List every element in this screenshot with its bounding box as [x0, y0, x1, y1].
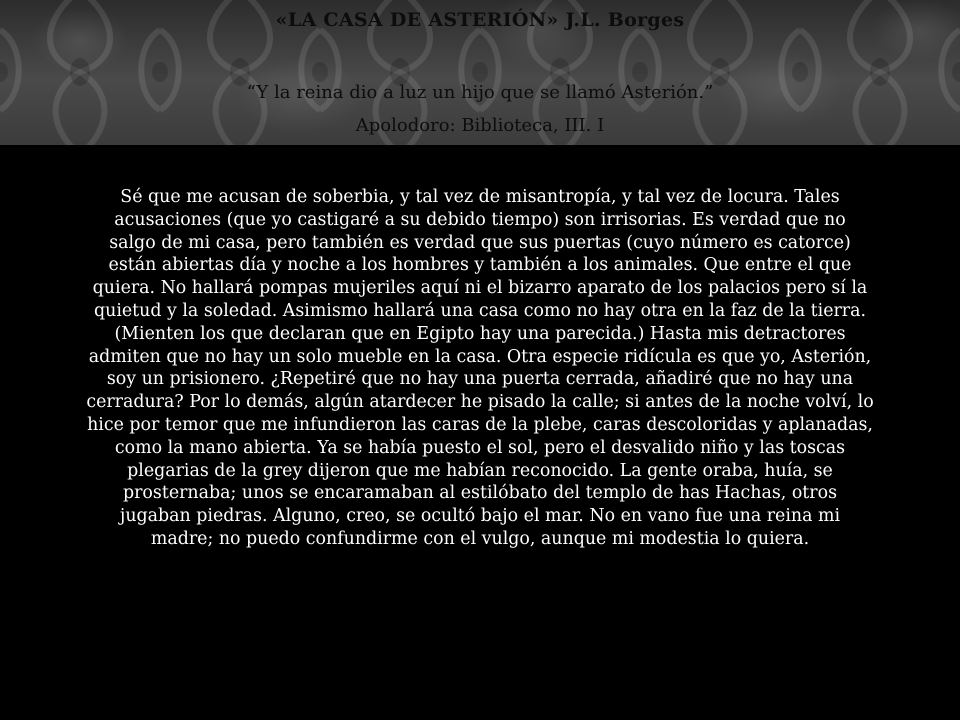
body-line: cerradura? Por lo demás, algún atardecer he pisado la calle; si antes de la noche volví, lo: [86, 392, 874, 413]
body-line: (Mienten los que declaran que en Egipto hay una parecida.) Hasta mis detractores: [114, 323, 846, 344]
body-line: admiten que no hay un solo mueble en la casa. Otra especie ridícula es que yo, Asterión,: [88, 346, 872, 367]
body-line: quiera. No hallará pompas mujeriles aquí ni el bizarro aparato de los palacios pero sí la: [92, 278, 868, 299]
body-paragraph: [8, 186, 952, 551]
body-line: jugaban piedras. Alguno, creo, se ocultó bajo el mar. No en vano fue una reina mi: [119, 506, 841, 527]
document-title: «LA CASA DE ASTERIÓN» J.L. Borges: [275, 9, 685, 31]
epigraph-source: Apolodoro: Biblioteca, III. I: [355, 115, 605, 136]
body-line: salgo de mi casa, pero también es verdad que sus puertas (cuyo número es catorce): [109, 232, 851, 253]
body-line: hice por temor que me infundieron las caras de la plebe, caras descoloridas y aplanadas,: [87, 414, 873, 435]
body-line: están abiertas día y noche a los hombres y también a los animales. Que entre el que: [108, 255, 852, 276]
body-line: prosternaba; unos se encaramaban al estilóbato del templo de has Hachas, otros: [122, 483, 837, 504]
body-line: como la mano abierta. Ya se había puesto el sol, pero el desvalido niño y las toscas: [114, 437, 846, 458]
body-line: soy un prisionero. ¿Repetiré que no hay una puerta cerrada, añadiré que no hay una: [106, 369, 854, 390]
epigraph-quote: “Y la reina dio a luz un hijo que se llamó Asterión.”: [246, 82, 714, 103]
body-line: quietud y la soledad. Asimismo hallará una casa como no hay otra en la faz de la tierra.: [93, 300, 867, 321]
body-line: Sé que me acusan de soberbia, y tal vez de misantropía, y tal vez de locura. Tales: [120, 187, 840, 207]
body-line: madre; no puedo confundirme con el vulgo, aunque mi modestia lo quiera.: [150, 528, 810, 549]
body-line: plegarias de la grey dijeron que me habían reconocido. La gente oraba, huía, se: [127, 460, 833, 481]
body-line: acusaciones (que yo castigaré a su debido tiempo) son irrisorias. Es verdad que no: [114, 209, 846, 230]
